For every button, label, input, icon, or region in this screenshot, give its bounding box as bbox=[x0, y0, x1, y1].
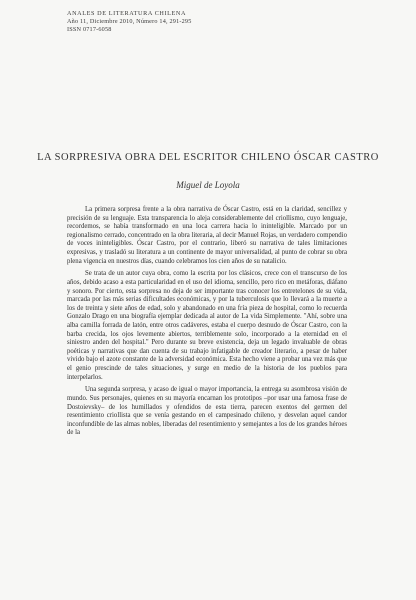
paragraph: Una segunda sorpresa, y acaso de igual o mayor importancia, la entrega su asombrosa visión de mundo. Sus personajes, quienes en su mayoría encarnan los prototipos –por usar una famosa frase de Dostoievsky– de los humillados y ofendidos de esta tierra, parecen exentos del germen del resentimiento criollista que se venía gestando en el campesinado chileno, y desvelan aquel candor inconfundible de las almas nobles, liberadas del resentimiento y semejantes a los de los grandes héroes de la bbox=[67, 386, 347, 437]
paragraph: La primera sorpresa frente a la obra narrativa de Óscar Castro, está en la claridad, sencillez y precisión de su lenguaje. Esta transparencia lo aleja considerablemente del criollismo, cuyo lenguaje, recordemos, se había transformado en una loca carrera hacia lo ininteligible. Marcado por un regionalismo cerrado, concentrado en la obra literaria, al decir Manuel Rojas, un verdadero compendio de voces ininteligibles. Óscar Castro, por el contrario, liberó su narrativa de tales limitaciones expresivas, y trasladó su literatura a un continente de mayor universalidad, al punto de cobrar su obra plena vigencia en nuestros días, cuando celebramos los cien años de su natalicio. bbox=[67, 206, 347, 265]
paragraph: Se trata de un autor cuya obra, como la escrita por los clásicos, crece con el transcurso de los años, debido acaso a esta particularidad en el uso del idioma, sencillo, pero rico en metáforas, diáfano y sonoro. Por cierto, esta sorpresa no deja de ser importante tras conocer los entretelones de su vida, marcada por las más serias dificultades económicas, y por la tuberculosis que lo llevará a la muerte a los de treinta y siete años de edad, solo y abandonado en una fría pieza de hospital, como lo recuerda Gonzalo Drago en una biografía ejemplar dedicada al autor de La vida Simplemente. "Ahí, sobre una alba camilla forrada de latón, entre otros cadáveres, estaba el cuerpo desnudo de Óscar Castro, con la barba crecida, los ojos levemente abiertos, terriblemente solo, incorporado a la eternidad en el siniestro anden del hospital." Pero durante su breve existencia, deja un legado invaluable de obras poéticas y narrativas que dan cuenta de su trabajo infatigable de creador literario, a pesar de haber vivido bajo el azote constante de la adversidad económica. Esta hecho viene a probar una vez más que el genio prescinde de tales situaciones, y surge en medio de la historia de los pueblos para interpelarlos. bbox=[67, 270, 347, 381]
journal-name: ANALES DE LITERATURA CHILENA bbox=[67, 10, 187, 17]
issn: ISSN 0717-6058 bbox=[67, 26, 112, 33]
journal-header bbox=[67, 10, 192, 34]
article-author: Miguel de Loyola bbox=[176, 180, 240, 190]
article-title: LA SORPRESIVA OBRA DEL ESCRITOR CHILENO ÓSCAR CASTRO bbox=[37, 152, 379, 163]
article-body bbox=[67, 206, 347, 442]
issue-info: Año 11, Diciembre 2010, Número 14, 291-295 bbox=[67, 18, 192, 25]
